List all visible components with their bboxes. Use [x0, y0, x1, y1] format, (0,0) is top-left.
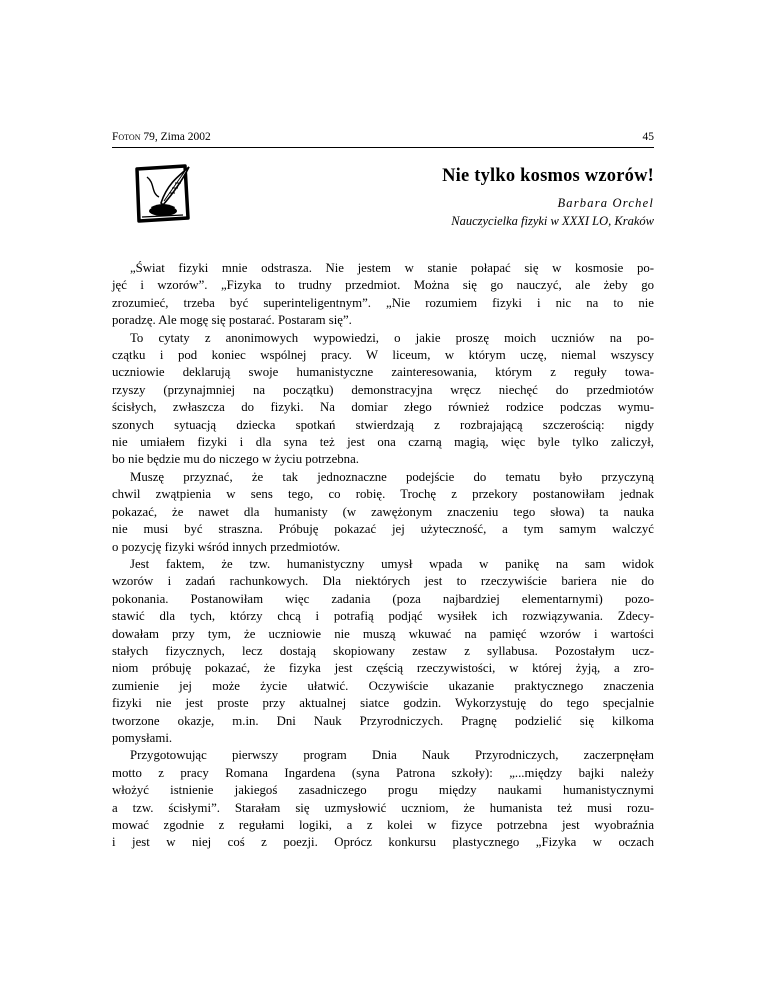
text-line: nie umiałem fizyki i dla syna też jest ona czarną magią, więc byle tylko zaliczył, [112, 435, 654, 450]
text-line: uczniowie deklarują swoje humanistyczne zainteresowania, którym z reguły towa- [112, 365, 654, 380]
journal-issue [112, 131, 211, 143]
quill-and-inkwell-icon [133, 163, 193, 225]
text-line: ścisłych, zwłaszcza do fizyki. Na domiar złego również rodzice podczas wymu- [112, 400, 654, 415]
text-line: mować zgodnie z regułami logiki, a z kolei w fizyce potrzebna jest wyobraźnia [112, 818, 654, 832]
text-line: wzorów i zadań rachunkowych. Dla niektórych jest to rzeczywiście bariera nie do [112, 574, 654, 589]
text-line: To cytaty z anonimowych wypowiedzi, o jakie proszę moich uczniów na po- [130, 330, 654, 345]
text-line: zumienie jej może życie ułatwić. Oczywiście ukazanie praktycznego znaczenia [112, 678, 654, 693]
text-line: i jest w niej coś z poezji. Oprócz konkursu plastycznego „Fizyka w oczach [112, 835, 654, 850]
text-line: a tzw. ścisłymi”. Starałam się uzmysłowić uczniom, że humanista też musi rozu- [112, 800, 654, 815]
text-line: stawić dla tych, którzy chcą i potrafią podjąć wysiłek ich rozwiązywania. Zdecy- [112, 609, 654, 624]
article-body [112, 260, 654, 852]
text-line: pomysłami. [112, 730, 173, 745]
text-line: poradzę. Ale mogę się postarać. Postaram się”. [112, 313, 352, 328]
text-line: o pozycję fizyki wśród innych przedmiotów. [112, 539, 341, 554]
text-line: szonych sytuacją dziecka spotkań stwierdzają z rozbrajającą szczerością: nigdy [112, 417, 654, 432]
text-line: „Świat fizyki mnie odstrasza. Nie jestem w stanie połapać się w kosmosie po- [130, 261, 654, 275]
text-line: Muszę przyznać, że tak jednoznaczne podejście do tematu było przyczyną [130, 469, 654, 484]
header-divider [112, 147, 654, 148]
text-line: rzyszy (przynajmniej na początku) demonstracyjna wręcz niechęć do przedmiotów [112, 382, 654, 397]
text-line: bo nie będzie mu do niczego w życiu potrzebna. [112, 452, 359, 467]
page-number: 45 [642, 131, 654, 143]
paragraph [112, 260, 654, 330]
text-line: chwil zwątpienia w sens tego, co robię. Trochę z przekory postanowiłam jednak [112, 487, 654, 502]
text-line: tworzone okazje, m.in. Dni Nauk Przyrodniczych. Pragnę podzielić się kilkoma [112, 713, 654, 728]
text-line: fizyki nie jest proste przy aktualnej siatce godzin. Wykorzystuję do tego specjalnie [112, 696, 654, 711]
text-line: motto z pracy Romana Ingardena (syna Patrona szkoły): „...między bajki należy [112, 765, 654, 780]
text-line: niom próbuję pokazać, że fizyka jest częścią rzeczywistości, w której żyją, a zro- [112, 661, 654, 676]
paragraph [112, 469, 654, 556]
text-line: pokonania. Postanowiłam więc zadania (poza najbardziej elementarnymi) pozo- [112, 591, 654, 606]
text-line: pokazać, że nawet dla humanisty (w zawężonym znaczeniu tego słowa) ta nauka [112, 504, 654, 519]
text-line: stałych fizycznych, lecz dostają skopiowany zestaw z syllabusa. Pozostałym ucz- [112, 643, 654, 658]
article-author: Barbara Orchel [557, 196, 654, 210]
text-line: czątku i pod koniec wspólnej pracy. W liceum, w którym uczę, niemal wszyscy [112, 348, 654, 363]
author-affiliation: Nauczycielka fizyki w XXXI LO, Kraków [451, 214, 654, 228]
text-line: Przygotowując pierwszy program Dnia Nauk Przyrodniczych, zaczerpnęłam [130, 748, 654, 763]
text-line: włożyć istnienie jakiegoś zasadniczego progu między naukami humanistycznymi [112, 783, 654, 798]
text-line: zrozumieć, trzeba być superinteligentnym”. „Nie rozumiem fizyki i nic na to nie [112, 295, 654, 310]
paragraph [112, 556, 654, 747]
text-line: Jest faktem, że tzw. humanistyczny umysł wpada w panikę na sam widok [130, 556, 654, 571]
paragraph [112, 747, 654, 851]
running-header [112, 131, 654, 147]
text-line: jęć i wzorów”. „Fizyka to trudny przedmiot. Można się go nauczyć, ale żeby go [112, 278, 654, 293]
text-line: dowałam przy tym, że uczniowie nie muszą wkuwać na pamięć wzorów i wartości [112, 626, 654, 641]
journal-name: Foton [112, 131, 141, 143]
text-line: nie musi być straszna. Próbuję pokazać jej użyteczność, a tym samym walczyć [112, 522, 654, 537]
article-title: Nie tylko kosmos wzorów! [442, 166, 654, 186]
issue-info: 79, Zima 2002 [140, 131, 211, 143]
paragraph [112, 330, 654, 469]
